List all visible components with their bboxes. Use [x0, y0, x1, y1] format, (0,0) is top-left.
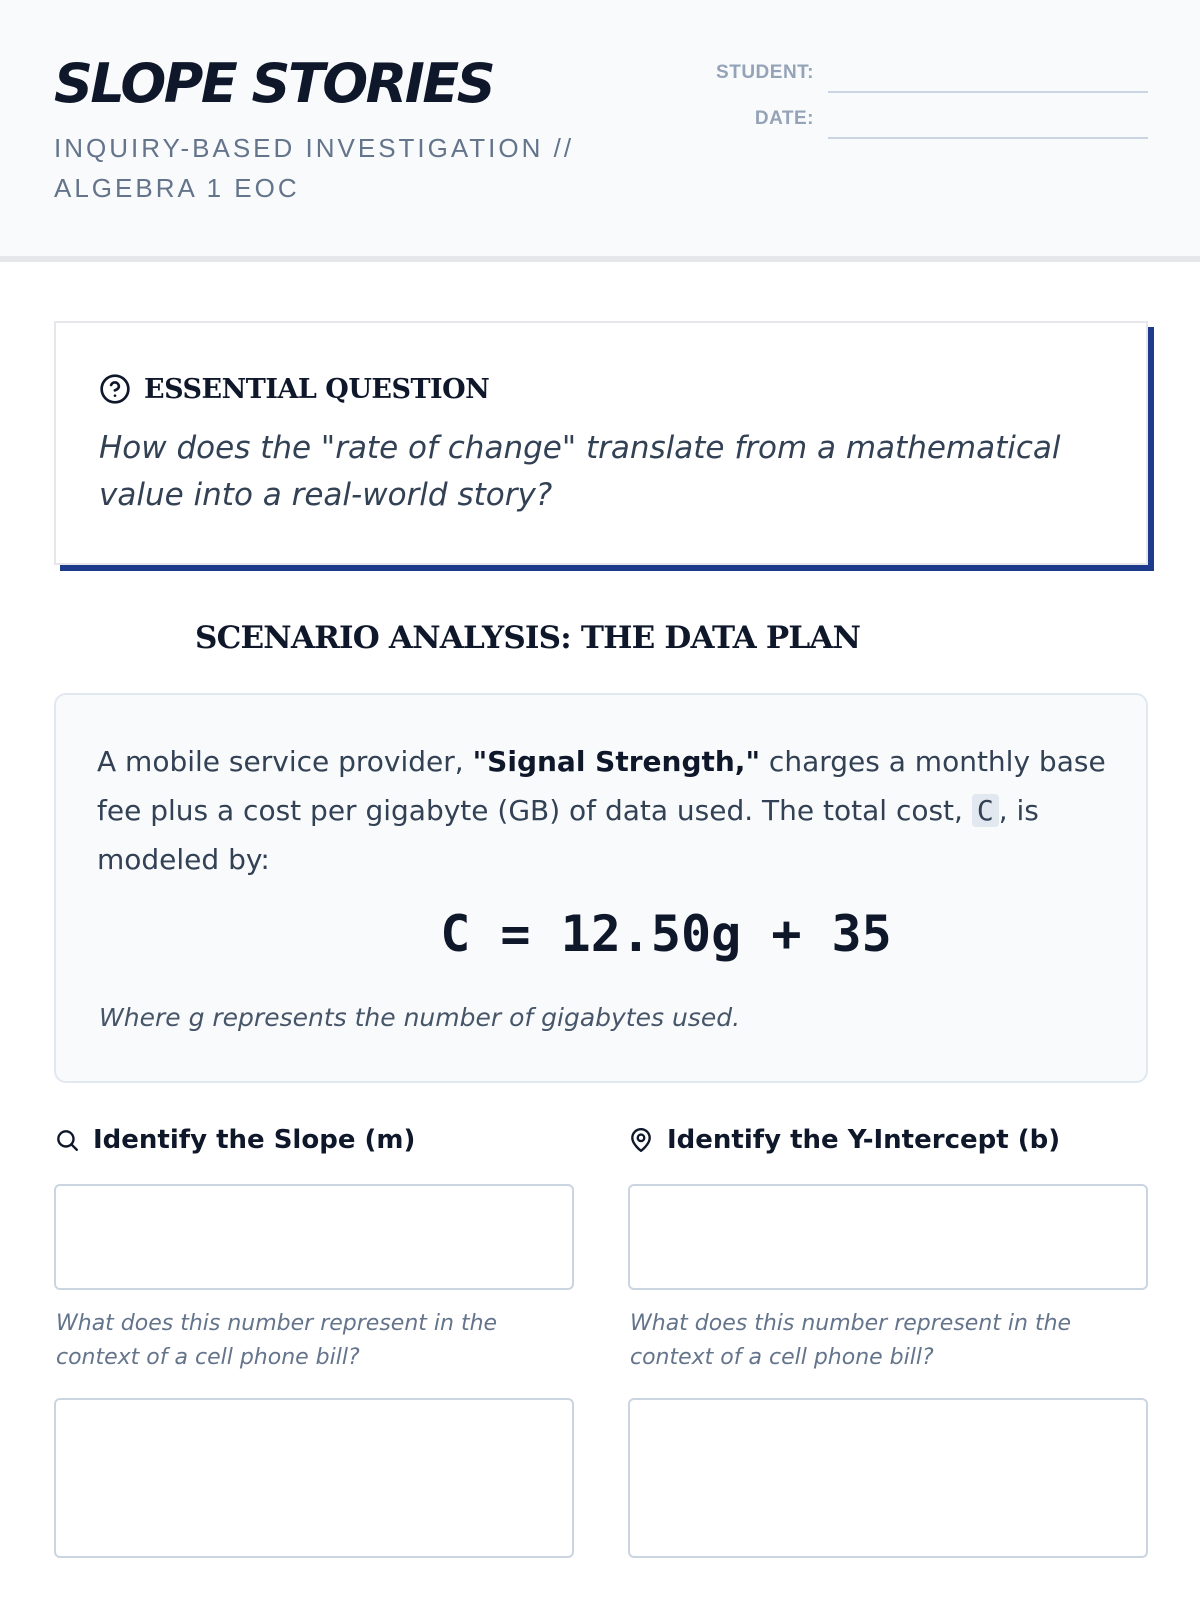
intercept-hint: What does this number represent in the context of a cell phone bill?: [630, 1311, 1072, 1370]
essential-question-heading: ESSENTIAL QUESTION: [144, 373, 490, 405]
where-variable: g: [188, 1003, 205, 1032]
slope-value-input[interactable]: [54, 1184, 574, 1290]
slope-hint: What does this number represent in the context of a cell phone bill?: [56, 1311, 498, 1370]
slope-meaning-input[interactable]: [54, 1398, 574, 1558]
where-prefix: Where: [99, 1003, 189, 1032]
scenario-intro-end: , is modeled by:: [97, 794, 1039, 876]
intercept-value-input[interactable]: [628, 1184, 1148, 1290]
scenario-description: [97, 737, 1107, 884]
essential-question-heading-row: [99, 373, 489, 405]
page-subtitle: INQUIRY-BASED INVESTIGATION // ALGEBRA 1 EOC: [54, 133, 575, 203]
intercept-heading: Identify the Y-Intercept (b): [667, 1125, 1061, 1155]
date-line[interactable]: [828, 137, 1148, 139]
provider-name: "Signal Strength,": [472, 745, 761, 778]
slope-heading-row: [54, 1125, 415, 1155]
help-circle-icon: [99, 373, 131, 405]
scenario-box: [54, 693, 1148, 1083]
where-suffix: represents the number of gigabytes used.: [204, 1003, 741, 1032]
intercept-heading-row: [628, 1125, 1060, 1155]
essential-question-box: [54, 321, 1148, 565]
student-name-line[interactable]: [828, 91, 1148, 93]
essential-question-text: How does the "rate of change" translate from a mathematical value into a real-world story?: [99, 430, 1061, 513]
student-label: STUDENT:: [716, 62, 814, 83]
intercept-meaning-input[interactable]: [628, 1398, 1148, 1558]
cost-formula: C = 12.50g + 35: [440, 905, 892, 963]
slope-heading: Identify the Slope (m): [93, 1125, 416, 1155]
scenario-intro-continued: charges a monthly base fee plus a cost per gigabyte (GB) of data used. The total cost,: [97, 745, 1106, 827]
map-pin-icon: [628, 1127, 654, 1153]
cost-variable: C: [972, 794, 999, 827]
search-icon: [54, 1127, 80, 1153]
page-title: SLOPE STORIES: [54, 52, 494, 115]
section-title: SCENARIO ANALYSIS: THE DATA PLAN: [195, 620, 861, 656]
worksheet-header: [0, 0, 1200, 262]
scenario-intro: A mobile service provider,: [97, 745, 473, 778]
date-label: DATE:: [754, 108, 814, 129]
variable-definition: [99, 1003, 740, 1032]
